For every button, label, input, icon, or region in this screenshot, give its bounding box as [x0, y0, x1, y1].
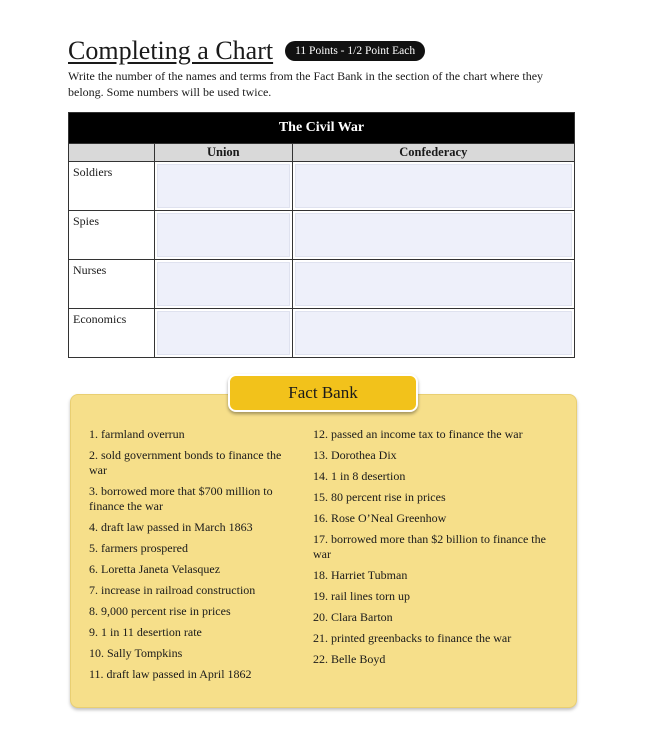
- column-header-confederacy: Confederacy: [292, 144, 574, 162]
- fact-bank-title: Fact Bank: [228, 374, 418, 412]
- chart-title: The Civil War: [69, 113, 575, 144]
- row-label-economics: Economics: [69, 309, 155, 358]
- fact-bank-left-column: [89, 427, 294, 688]
- page-title: Completing a Chart: [68, 36, 274, 65]
- fact-item: 6. Loretta Janeta Velasquez: [89, 562, 221, 576]
- column-header-union: Union: [155, 144, 293, 162]
- fact-item: 9. 1 in 11 desertion rate: [89, 625, 202, 639]
- row-label-soldiers: Soldiers: [69, 162, 155, 211]
- fact-item: 11. draft law passed in April 1862: [89, 667, 252, 681]
- fact-item: 19. rail lines torn up: [313, 589, 410, 603]
- answer-cell-soldiers-confederacy[interactable]: [292, 162, 574, 211]
- fact-item: 5. farmers prospered: [89, 541, 188, 555]
- fact-item: 12. passed an income tax to finance the war: [313, 427, 523, 441]
- fact-item: 15. 80 percent rise in prices: [313, 490, 446, 504]
- title-row: [68, 36, 588, 66]
- worksheet-header: [68, 36, 588, 100]
- fact-item: 7. increase in railroad construction: [89, 583, 256, 597]
- answer-cell-spies-union[interactable]: [155, 211, 293, 260]
- fact-item: 14. 1 in 8 desertion: [313, 469, 406, 483]
- fact-item: 22. Belle Boyd: [313, 652, 386, 666]
- corner-cell: [69, 144, 155, 162]
- fact-bank-panel: [70, 394, 577, 708]
- fact-item: 8. 9,000 percent rise in prices: [89, 604, 231, 618]
- fact-item: 4. draft law passed in March 1863: [89, 520, 253, 534]
- fact-item: 3. borrowed more that $700 million to finance the war: [89, 484, 273, 513]
- fact-bank-right-column: [313, 427, 553, 673]
- instructions: Write the number of the names and terms from the Fact Bank in the section of the chart where they belong. Some numbers will be used twice.: [68, 69, 544, 99]
- fact-item: 2. sold government bonds to finance the war: [89, 448, 282, 477]
- fact-item: 18. Harriet Tubman: [313, 568, 408, 582]
- fact-item: 16. Rose O’Neal Greenhow: [313, 511, 447, 525]
- civil-war-chart: [68, 112, 575, 358]
- answer-cell-economics-union[interactable]: [155, 309, 293, 358]
- fact-item: 21. printed greenbacks to finance the war: [313, 631, 512, 645]
- answer-cell-nurses-union[interactable]: [155, 260, 293, 309]
- points-badge: 11 Points - 1/2 Point Each: [285, 41, 425, 61]
- fact-item: 20. Clara Barton: [313, 610, 393, 624]
- answer-cell-economics-confederacy[interactable]: [292, 309, 574, 358]
- fact-item: 17. borrowed more than $2 billion to finance the war: [313, 532, 546, 561]
- row-label-spies: Spies: [69, 211, 155, 260]
- answer-cell-soldiers-union[interactable]: [155, 162, 293, 211]
- answer-cell-nurses-confederacy[interactable]: [292, 260, 574, 309]
- row-label-nurses: Nurses: [69, 260, 155, 309]
- answer-cell-spies-confederacy[interactable]: [292, 211, 574, 260]
- fact-item: 10. Sally Tompkins: [89, 646, 183, 660]
- fact-item: 13. Dorothea Dix: [313, 448, 397, 462]
- fact-item: 1. farmland overrun: [89, 427, 185, 441]
